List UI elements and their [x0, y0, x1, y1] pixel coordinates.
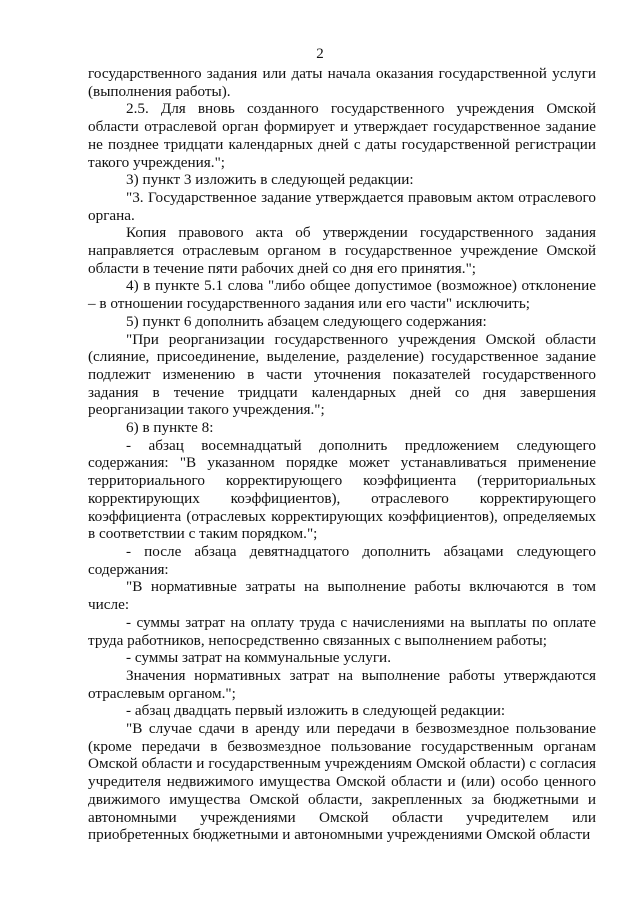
paragraph: "3. Государственное задание утверждается правовым актом отраслевого органа.: [88, 188, 596, 224]
paragraph: "При реорганизации государственного учреждения Омской области (слияние, присоединение, выделение, разделение) государственное задание подлежит изменению в части уточнения показателей государственного задания в течение тридцати календарных дней со дня завершения реорганизации такого учреждения.";: [88, 330, 596, 419]
paragraph: 2.5. Для вновь созданного государственного учреждения Омской области отраслевой орган формирует и утверждает государственное задание не позднее тридцати календарных дней с даты государственной регистрации такого учреждения.";: [88, 100, 596, 171]
paragraph: 4) в пункте 5.1 слова "либо общее допустимое (возможное) отклонение – в отношении государственного задания или его части" исключить;: [88, 277, 596, 313]
paragraph: - суммы затрат на коммунальные услуги.: [126, 649, 391, 667]
document-body: [88, 65, 596, 844]
paragraph: 5) пункт 6 дополнить абзацем следующего содержания:: [126, 312, 487, 330]
paragraph: 3) пункт 3 изложить в следующей редакции:: [126, 171, 414, 189]
paragraph: - абзац восемнадцатый дополнить предложением следующего содержания: "В указанном порядке может устанавливаться применение территориального корректирующего коэффициента (территориальных корректирующих коэффициентов), отраслевого корректирующего коэффициента (отраслевых корректирующих коэффициентов), определяемых в соответствии с таким порядком.";: [88, 436, 596, 543]
paragraph: "В случае сдачи в аренду или передачи в безвозмездное пользование (кроме передачи в безвозмездное пользование государственным органам Омской области и государственным учреждениям Омской области) с согласия учредителя недвижимого имущества Омской области и (или) особо ценного движимого имущества Омской области, закрепленных за бюджетными и автономными учреждениями Омской области учредителем или приобретенных бюджетными и автономными учреждениями Омской области: [88, 720, 596, 844]
page-number: 2: [316, 46, 324, 62]
paragraph: государственного задания или даты начала оказания государственной услуги (выполнения работы).: [88, 65, 596, 100]
paragraph: "В нормативные затраты на выполнение работы включаются в том числе:: [88, 578, 596, 614]
paragraph: - абзац двадцать первый изложить в следующей редакции:: [126, 702, 506, 720]
paragraph: Копия правового акта об утверждении государственного задания направляется отраслевым органом в государственное учреждение Омской области в течение пяти рабочих дней со дня его принятия.";: [88, 224, 596, 277]
paragraph: - после абзаца девятнадцатого дополнить абзацами следующего содержания:: [88, 542, 596, 578]
paragraph: 6) в пункте 8:: [126, 419, 214, 437]
paragraph: - суммы затрат на оплату труда с начислениями на выплаты по оплате труда работников, непосредственно связанных с выполнением работы;: [88, 613, 596, 649]
paragraph: Значения нормативных затрат на выполнение работы утверждаются отраслевым органом.";: [88, 666, 596, 702]
